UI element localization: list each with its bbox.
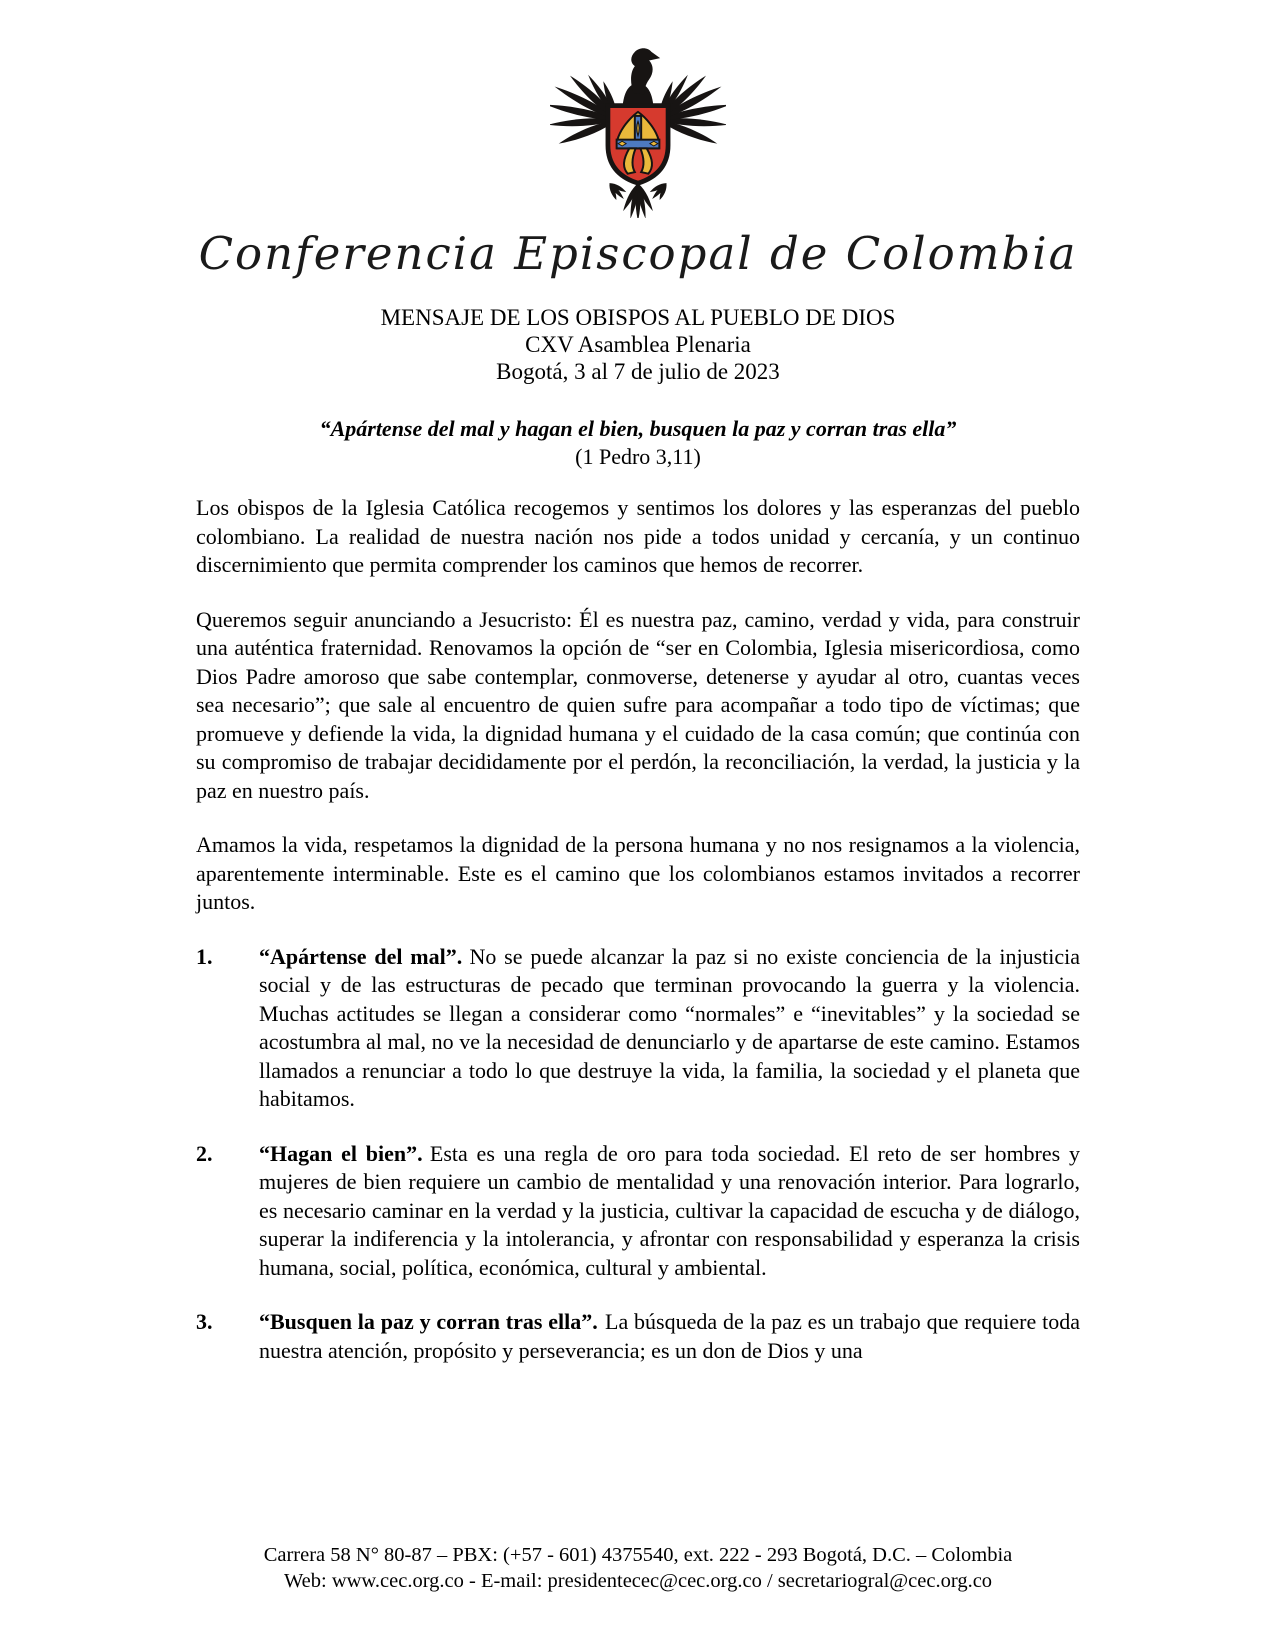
document-content bbox=[196, 0, 1080, 1365]
list-item-number: 2. bbox=[196, 1140, 213, 1166]
list-item-number: 3. bbox=[196, 1309, 213, 1334]
epigraph bbox=[196, 415, 1080, 470]
paragraph: Los obispos de la Iglesia Católica recogemos y sentimos los dolores y las esperanzas del pueblo colombiano. La realidad de nuestra nación nos pide a todos unidad y cercanía, y un continuo discernimiento que permita comprender los caminos que hemos de recorrer. bbox=[196, 495, 1080, 577]
document-footer bbox=[0, 1542, 1276, 1594]
list-item-lead: “Busquen la paz y corran tras ella”. bbox=[259, 1309, 598, 1334]
epigraph-reference: (1 Pedro 3,11) bbox=[575, 444, 701, 469]
footer-address-line: Carrera 58 N° 80-87 – PBX: (+57 - 601) 4375540, ext. 222 - 293 Bogotá, D.C. – Colombia bbox=[263, 1544, 1013, 1566]
epigraph-quote: “Apártense del mal y hagan el bien, busquen la paz y corran tras ella” bbox=[319, 416, 957, 441]
list-item-text bbox=[259, 1308, 1080, 1365]
place-date-line: Bogotá, 3 al 7 de julio de 2023 bbox=[496, 359, 780, 384]
list-item-number: 1. bbox=[196, 943, 213, 969]
list-item-body: Esta es una regla de oro para toda sociedad. El reto de ser hombres y mujeres de bien requiere un cambio de mentalidad y una renovación interior. Para lograrlo, es necesario caminar en la verdad y la justicia, cultivar la capacidad de escucha y de diálogo, superar la indiferencia y la intolerancia, y afrontar con responsabilidad y esperanza la crisis humana, social, política, económica, cultural y ambiental. bbox=[259, 1140, 1080, 1280]
document-body bbox=[196, 494, 1080, 1365]
list-item-lead: “Apártense del mal”. bbox=[259, 943, 463, 969]
list-item-body: La búsqueda de la paz es un trabajo que requiere toda nuestra atención, propósito y perseverancia; es un don de Dios y una bbox=[259, 1309, 1080, 1363]
list-item-lead: “Hagan el bien”. bbox=[259, 1140, 423, 1166]
list-item bbox=[196, 1140, 1080, 1283]
title-block bbox=[196, 304, 1080, 385]
list-item-text bbox=[259, 1140, 1080, 1283]
document-title: MENSAJE DE LOS OBISPOS AL PUEBLO DE DIOS bbox=[380, 305, 896, 330]
footer-web-email-line: Web: www.cec.org.co - E-mail: presidentecec@cec.org.co / secretariogral@cec.org.co bbox=[283, 1570, 993, 1592]
list-item-body: No se puede alcanzar la paz si no existe conciencia de la injusticia social y de las estructuras de pecado que terminan provocando la guerra y la violencia. Muchas actitudes se llegan a considerar como “normales” e “inevitables” y la sociedad se acostumbra al mal, no ve la necesidad de denunciarlo y de apartarse de este camino. Estamos llamados a renunciar a todo lo que destruye la vida, la familia, la sociedad y el planeta que habitamos. bbox=[259, 943, 1081, 1111]
paragraph: Amamos la vida, respetamos la dignidad de la persona humana y no nos resignamos a la violencia, aparentemente interminable. Este es el camino que los colombianos estamos invitados a recorrer juntos. bbox=[196, 832, 1080, 914]
paragraph: Queremos seguir anunciando a Jesucristo: Él es nuestra paz, camino, verdad y vida, para construir una auténtica fraternidad. Renovamos la opción de “ser en Colombia, Iglesia misericordiosa, como Dios Padre amoroso que sabe contemplar, conmoverse, detenerse y ayudar al otro, cuantas veces sea necesario”; que sale al encuentro de quien sufre para acompañar a todo tipo de víctimas; que promueve y defiende la vida, la dignidad humana y el cuidado de la casa común; que continúa con su compromiso de trabajar decididamente por el perdón, la reconciliación, la verdad, la justicia y la paz en nuestro país. bbox=[196, 606, 1080, 803]
list-item-text bbox=[259, 943, 1080, 1114]
assembly-subtitle: CXV Asamblea Plenaria bbox=[525, 332, 751, 357]
list-item bbox=[196, 1308, 1080, 1365]
episcopal-eagle-emblem-icon bbox=[550, 205, 726, 222]
organization-name: Conferencia Episcopal de Colombia bbox=[198, 227, 1078, 280]
emblem-container bbox=[196, 0, 1080, 223]
list-item bbox=[196, 943, 1080, 1114]
